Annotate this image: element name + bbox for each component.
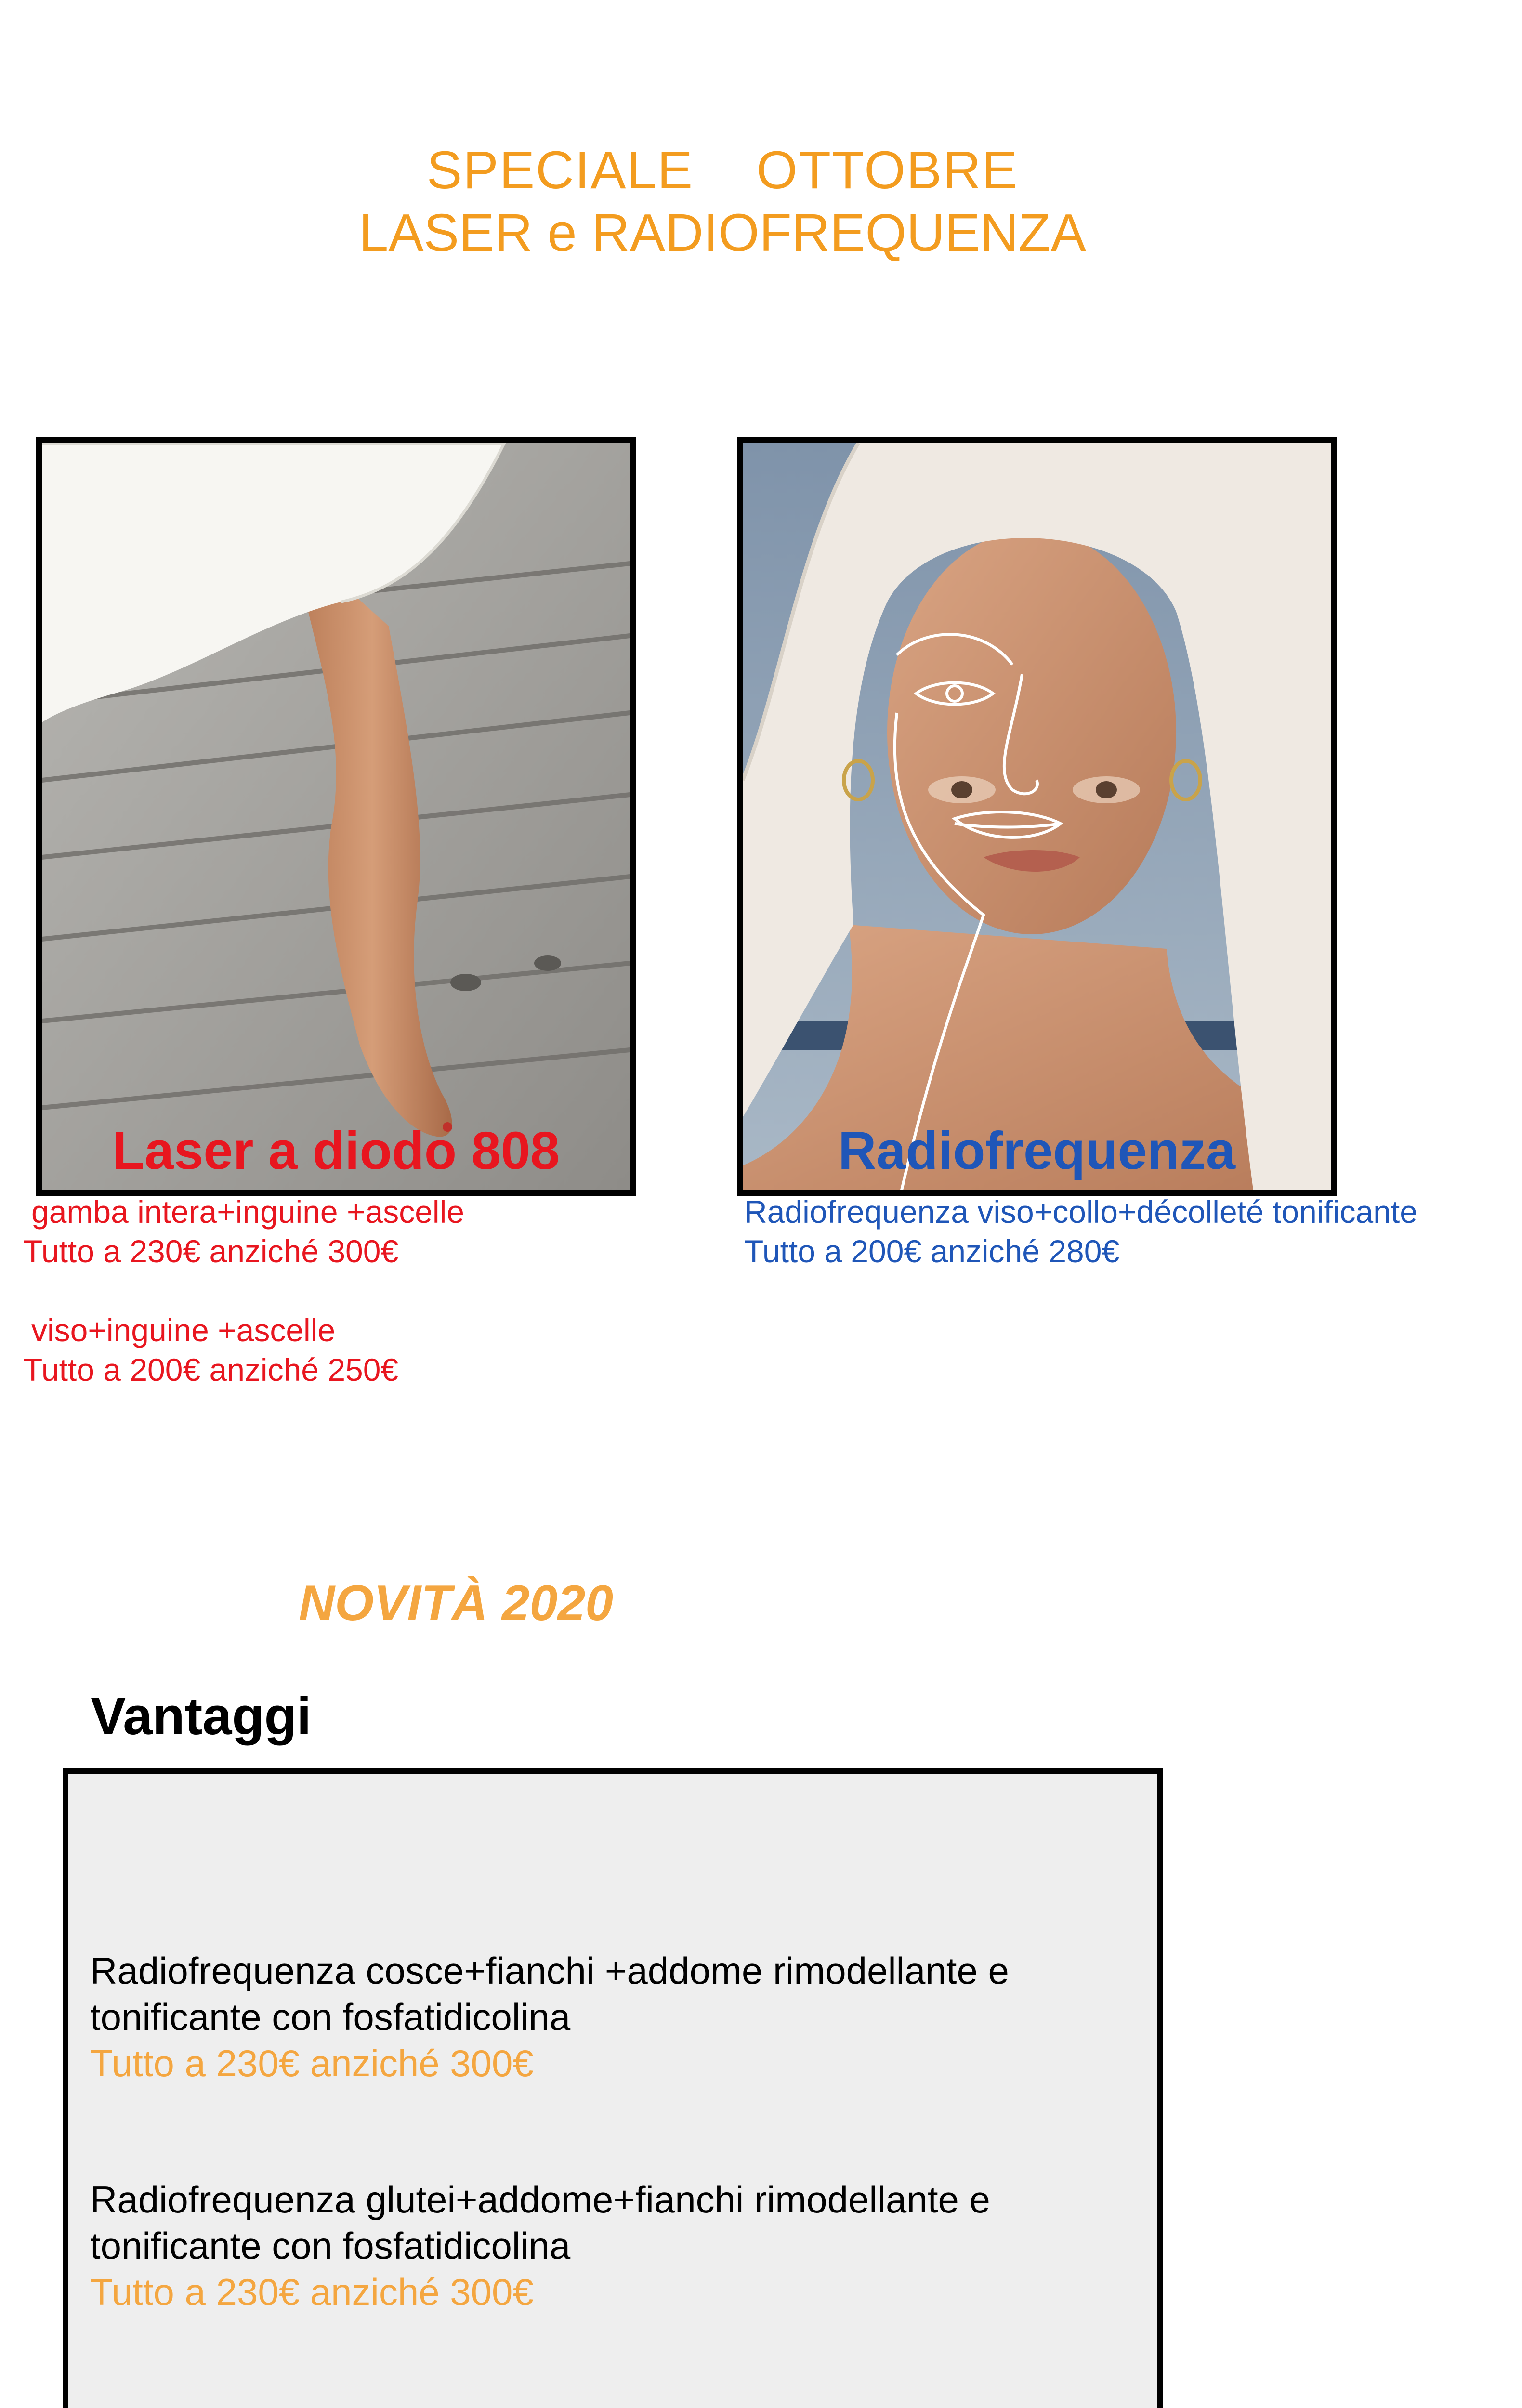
- vantaggi-item-1-line2: tonificante con fosfatidicolina: [90, 1996, 571, 2038]
- vantaggi-item-1: [90, 1948, 1009, 2086]
- radiofrequency-offer-treatment: Radiofrequenza viso+collo+décolleté tonificante: [744, 1194, 1417, 1230]
- vantaggi-item-1-line1: Radiofrequenza cosce+fianchi +addome rimodellante e: [90, 1950, 1009, 1992]
- vantaggi-item-2-line1: Radiofrequenza glutei+addome+fianchi rimodellante e: [90, 2178, 990, 2221]
- laser-offer-2-price: Tutto a 200€ anziché 250€: [23, 1352, 399, 1387]
- laser-caption: Laser a diodo 808: [112, 1121, 560, 1180]
- laser-offer-2-treatment: viso+inguine +ascelle: [31, 1312, 336, 1348]
- vantaggi-title: Vantaggi: [91, 1687, 312, 1746]
- vantaggi-item-2: [90, 2176, 990, 2315]
- radiofrequency-photo-image: [743, 443, 1331, 1190]
- laser-offer-1-price: Tutto a 230€ anziché 300€: [23, 1233, 399, 1269]
- vantaggi-item-2-price: Tutto a 230€ anziché 300€: [90, 2271, 534, 2313]
- laser-photo-image: [42, 443, 630, 1190]
- vantaggi-item-1-price: Tutto a 230€ anziché 300€: [90, 2042, 534, 2084]
- radiofrequency-photo: [737, 437, 1337, 1196]
- title-line-2: LASER e RADIOFREQUENZA: [359, 203, 1086, 262]
- title-line-1: SPECIALE OTTOBRE: [427, 141, 1018, 200]
- novita-heading: NOVITÀ 2020: [299, 1575, 614, 1631]
- vantaggi-item-2-line2: tonificante con fosfatidicolina: [90, 2225, 571, 2267]
- vantaggi-box: [63, 1768, 1163, 2408]
- radiofrequency-offer-price: Tutto a 200€ anziché 280€: [744, 1233, 1120, 1269]
- laser-photo: [36, 437, 636, 1196]
- radiofrequency-caption: Radiofrequenza: [838, 1121, 1236, 1180]
- laser-offer-1-treatment: gamba intera+inguine +ascelle: [31, 1194, 464, 1230]
